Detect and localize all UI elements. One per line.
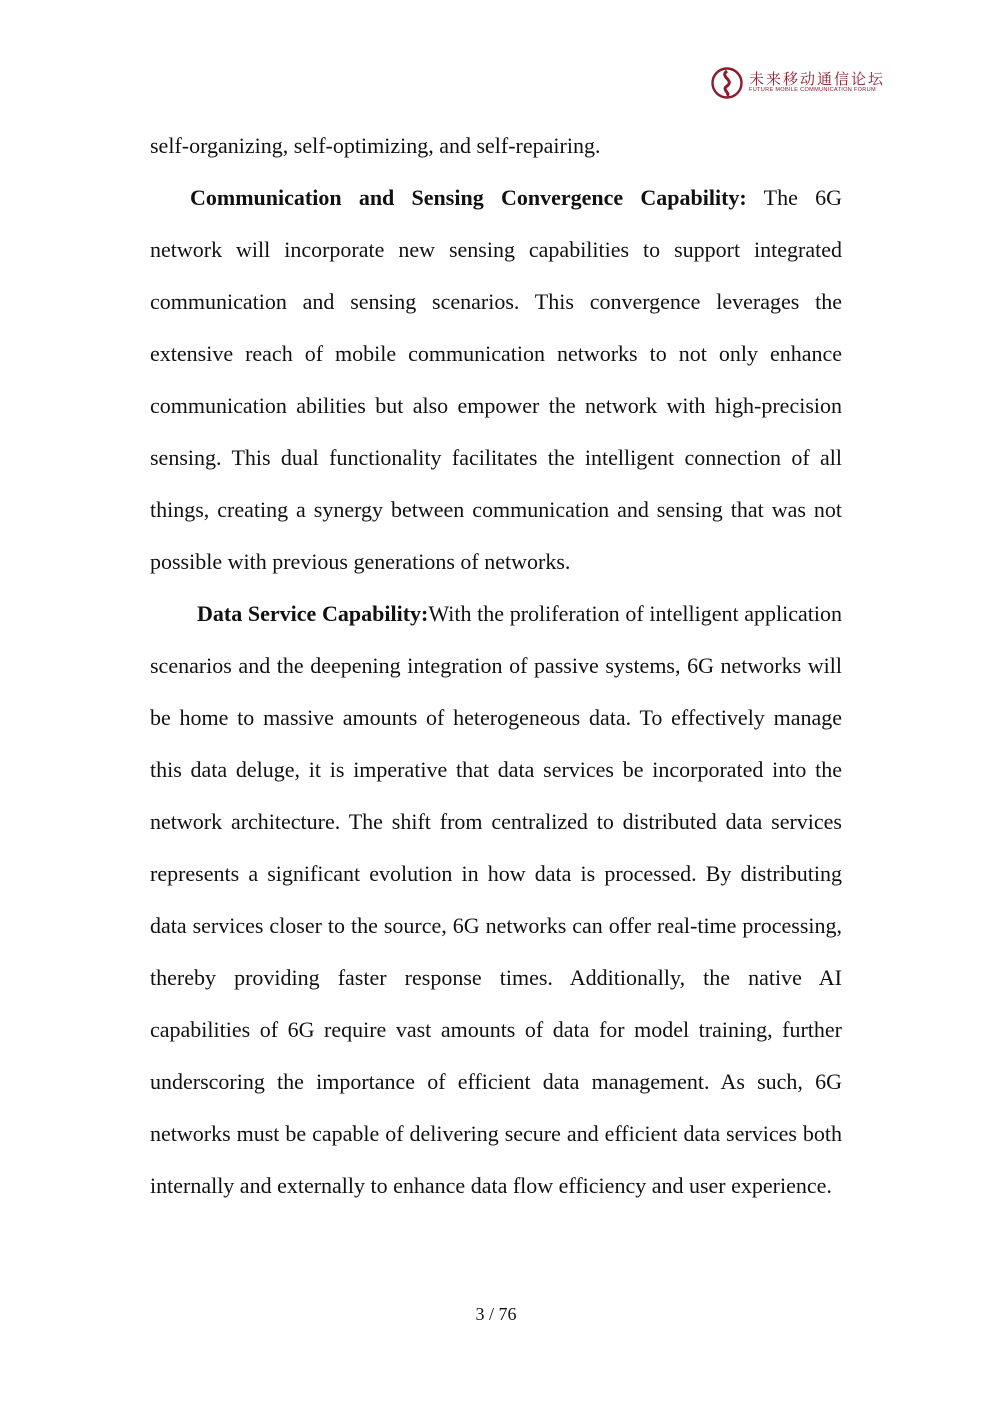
paragraph-data-service xyxy=(150,588,842,1212)
page-number: 3 / 76 xyxy=(475,1304,517,1324)
page-body xyxy=(150,120,842,1212)
paragraph-sensing-convergence xyxy=(150,172,842,588)
paragraph-text: self-organizing, self-optimizing, and self-repairing. xyxy=(150,133,601,158)
forum-emblem-icon xyxy=(710,66,744,100)
logo-chinese-text: 未来移动通信论坛 xyxy=(749,70,886,88)
logo-english-text: FUTURE MOBILE COMMUNICATION FORUM xyxy=(749,87,876,93)
forum-logo xyxy=(710,66,890,102)
paragraph-heading: Data Service Capability: xyxy=(197,601,429,626)
paragraph-text: With the proliferation of intelligent application scenarios and the deepening integration of passive systems, 6G networks will be home to massive amounts of heterogeneous data. To effectively manage this data deluge, it is imperative that data services be incorporated into the network architecture. The shift from centralized to distributed data services represents a significant evolution in how data is processed. By distributing data services closer to the source, 6G networks can offer real-time processing, thereby providing faster response times. Additionally, the native AI capabilities of 6G require vast amounts of data for model training, further underscoring the importance of efficient data management. As such, 6G networks must be capable of delivering secure and efficient data services both internally and externally to enhance data flow efficiency and user experience. xyxy=(150,601,842,1198)
paragraph-heading: Communication and Sensing Convergence Capability: xyxy=(190,185,747,210)
paragraph-continuation xyxy=(150,120,842,172)
paragraph-text: The 6G network will incorporate new sensing capabilities to support integrated communication and sensing scenarios. This convergence leverages the extensive reach of mobile communication networks to not only enhance communication abilities but also empower the network with high-precision sensing. This dual functionality facilitates the intelligent connection of all things, creating a synergy between communication and sensing that was not possible with previous generations of networks. xyxy=(150,185,842,574)
